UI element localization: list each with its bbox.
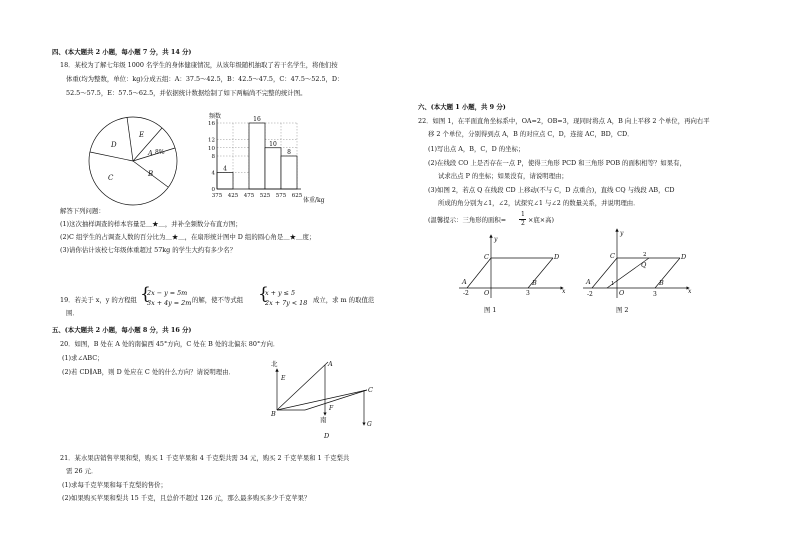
hist-xtick-label: 375	[211, 193, 223, 199]
hist-xticks	[212, 193, 303, 199]
fig1-tick-minus2: -2	[463, 290, 469, 297]
q20-sub-2: (2)若 CD∥AB，则 D 处应在 C 处的什么方向？请说明理由．	[62, 368, 235, 376]
pie-label-c: C	[108, 174, 114, 182]
q22-sub-1: (1)写出点 A，B，C，D 的坐标；	[428, 145, 525, 153]
q22-line-2: 移 2 个单位，分别得到点 A，B 的对应点 C，D，连接 AC，BD，CD．	[428, 130, 634, 138]
q18-sub-2: (2)C 组学生的占调查人数的百分比为＿★＿，在扇形统计图中 D 组的圆心角是＿★＿度；	[60, 233, 316, 241]
q22-figure-2	[580, 226, 695, 302]
hist-bar-e	[281, 156, 297, 189]
fig2-label-x: x	[688, 288, 692, 295]
section-4-heading: 四、(本大题共 2 小题，每小题 7 分，共 14 分)	[52, 48, 192, 56]
q19-sys1-b: 3x + 4y = 2m	[147, 299, 192, 307]
q22-sub-2b: 试求出点 P 的坐标；如果没有，请说明理由；	[438, 172, 568, 180]
hist-bar-label-a: 4	[223, 165, 227, 173]
fig1-label-y: y	[494, 236, 498, 243]
q20-label-f: F	[329, 405, 334, 412]
q20-segment-ba	[277, 362, 328, 410]
q22-line-1: 22．如图 1，在平面直角坐标系中，OA=2，OB=3，现同时将点 A，B 向上平移 2 个单位，再向右平	[418, 117, 710, 125]
pie-divider-dc	[90, 152, 133, 161]
q20-segment-bc	[277, 390, 367, 410]
hist-yticks	[208, 121, 216, 193]
fig1-tick-3: 3	[526, 290, 530, 297]
pie-divider-de	[127, 117, 133, 161]
fig2-angle-1: 1	[611, 281, 615, 287]
hist-xtick-label: 425	[227, 193, 239, 199]
q20-label-c: C	[368, 386, 373, 394]
q20-label-a: A	[328, 360, 333, 368]
hist-bar-a	[217, 173, 233, 190]
hist-bar-label-c: 16	[253, 116, 261, 123]
hist-xtick-label: 525	[259, 193, 271, 199]
q20-figure	[268, 358, 378, 438]
q22-sub-2a: (2)在线段 CO 上是否存在一点 P，使得三角形 PCD 和三角形 POB 的面积相等？如果有，	[428, 159, 686, 167]
hist-bar-label-d: 10	[269, 140, 277, 148]
fig2-tick-minus2: -2	[587, 291, 593, 298]
fig2-label-a: A	[586, 278, 591, 286]
pie-label-a-pct: 8%	[155, 149, 165, 156]
q18-line-1: 18．某校为了解七年级 1000 名学生的身体健康情况，从该年级随机抽取了若干名学生，将他们按	[60, 61, 338, 69]
q20-label-b: B	[271, 410, 276, 418]
hist-ylabel: 频数	[209, 113, 222, 120]
hist-bar-d	[265, 148, 281, 189]
q19-mid: 的解，使不等式组	[192, 296, 244, 304]
q22-hint-num: 1	[521, 211, 525, 218]
q20-segment-cd	[305, 390, 367, 410]
hist-bar-c	[249, 123, 265, 189]
q20-label-g: G	[367, 421, 372, 428]
fig2-label-q: Q	[641, 261, 647, 269]
fig2-angle-2: 2	[643, 252, 647, 258]
pie-label-b: B	[148, 170, 154, 178]
q19-sys1-a: 2x − y = 5m	[147, 289, 188, 297]
fig1-label-b: B	[532, 279, 537, 287]
fig1-label-x: x	[562, 288, 566, 295]
q20-label-d: D	[324, 432, 330, 440]
q18-prompt: 解答下列问题：	[60, 207, 105, 215]
fig2-label-o: O	[619, 289, 625, 297]
q19-brace-1: {	[140, 284, 151, 304]
pie-divider-ab	[133, 148, 175, 161]
pie-label-a: A	[148, 149, 153, 157]
q22-hint-pre: (温馨提示：三角形的面积=	[428, 216, 507, 224]
hist-ytick-label: 8	[211, 154, 215, 160]
fig1-label-o: O	[484, 289, 490, 297]
hist-xtick-label: 625	[291, 193, 303, 199]
q22-sub-3a: (3)如图 2，若点 Q 在线段 CD 上移动(不与 C，D 点重合)，直线 CQ 与线段 AB，CD	[428, 186, 675, 194]
q19-post-2: 围．	[66, 309, 79, 317]
q19-brace-2: {	[258, 284, 269, 304]
q18-line-2: 体重(均为整数，单位：kg)分成五组：A：37.5～42.5，B：42.5～47.5，C：47.5～52.5，D：	[66, 75, 344, 83]
hist-ytick-label: 0	[211, 187, 215, 193]
q21-sub-2: (2)如果购买苹果和梨共 15 千克，且总价不超过 126 元，那么最多购买多少千克苹果？	[62, 494, 311, 502]
pie-label-d: D	[111, 141, 117, 149]
q20-north-label: 北	[271, 360, 278, 368]
q22-fig2-caption: 图 2	[616, 306, 629, 314]
fig1-label-d: D	[554, 253, 560, 261]
q19-sys2-b: 2x + 7y < 18	[265, 299, 308, 307]
q18-line-3: 52.5～57.5，E：57.5～62.5，并依据统计数据绘制了如下两幅尚不完整的统计图。	[66, 89, 307, 97]
fig1-segment-ac	[467, 258, 491, 288]
q22-sub-3b: 所成的角分别为∠1，∠2，试探究∠1 与∠2 的数量关系，并说明理由．	[438, 199, 640, 207]
hist-ytick-label: 16	[208, 121, 215, 127]
q21-line-2: 需 26 元．	[66, 467, 98, 475]
pie-label-e: E	[139, 131, 145, 139]
fig1-label-c: C	[484, 253, 489, 261]
q18-sub-3: (3)请你估计该校七年级体重超过 57kg 的学生大约有多少名？	[60, 246, 237, 254]
hist-xtick-label: 575	[275, 193, 287, 199]
q18-sub-1: (1)这次抽样调查的样本容量是＿★＿，并补全频数分布直方图；	[60, 220, 242, 228]
q22-figure-1	[456, 232, 571, 302]
q22-fig1-caption: 图 1	[484, 306, 497, 314]
q19-sys2-a: x + y ≤ 5	[265, 289, 296, 297]
hist-ytick-label: 12	[208, 137, 215, 144]
q22-hint-post: ×底×高)	[528, 216, 554, 224]
pie-chart	[80, 110, 200, 210]
fig2-tick-3: 3	[653, 291, 657, 298]
hist-xlabel: 体重/kg	[303, 197, 325, 204]
q20-south-label: 南	[320, 416, 327, 424]
q19-post: 成立，求 m 的取值范	[313, 296, 375, 304]
section-5-heading: 五、(本大题共 2 小题，每小题 8 分，共 16 分)	[52, 326, 192, 334]
q19-pre: 19．若关于 x，y 的方程组	[60, 296, 137, 304]
q20-label-e: E	[281, 375, 286, 382]
hist-ytick-label: 4	[211, 170, 215, 177]
fig2-label-d: D	[681, 253, 687, 261]
hist-bars	[217, 116, 297, 189]
q20-line-1: 20．如图，B 处在 A 处的南偏西 45°方向，C 处在 B 处的北偏东 80°方向．	[60, 340, 280, 348]
fig2-label-c: C	[610, 252, 615, 260]
q22-hint-den: 2	[521, 220, 525, 227]
section-6-heading: 六、(本大题 1 小题，共 9 分)	[418, 103, 506, 111]
histogram	[205, 113, 330, 205]
fig1-label-a: A	[462, 278, 467, 286]
hist-ytick-label: 10	[208, 145, 215, 152]
fig2-label-y: y	[620, 230, 624, 237]
hist-xtick-label: 475	[243, 193, 255, 199]
q21-sub-1: (1)求每千克苹果和每千克梨的售价；	[62, 481, 167, 489]
q21-line-1: 21．某水果店销售苹果和梨，购买 1 千克苹果和 4 千克梨共需 34 元，购买 2 千克苹果和 1 千克梨共	[60, 454, 350, 462]
fig2-label-b: B	[659, 279, 664, 287]
q20-sub-1: (1)求∠ABC；	[62, 354, 104, 362]
hist-bar-label-e: 8	[287, 149, 291, 156]
